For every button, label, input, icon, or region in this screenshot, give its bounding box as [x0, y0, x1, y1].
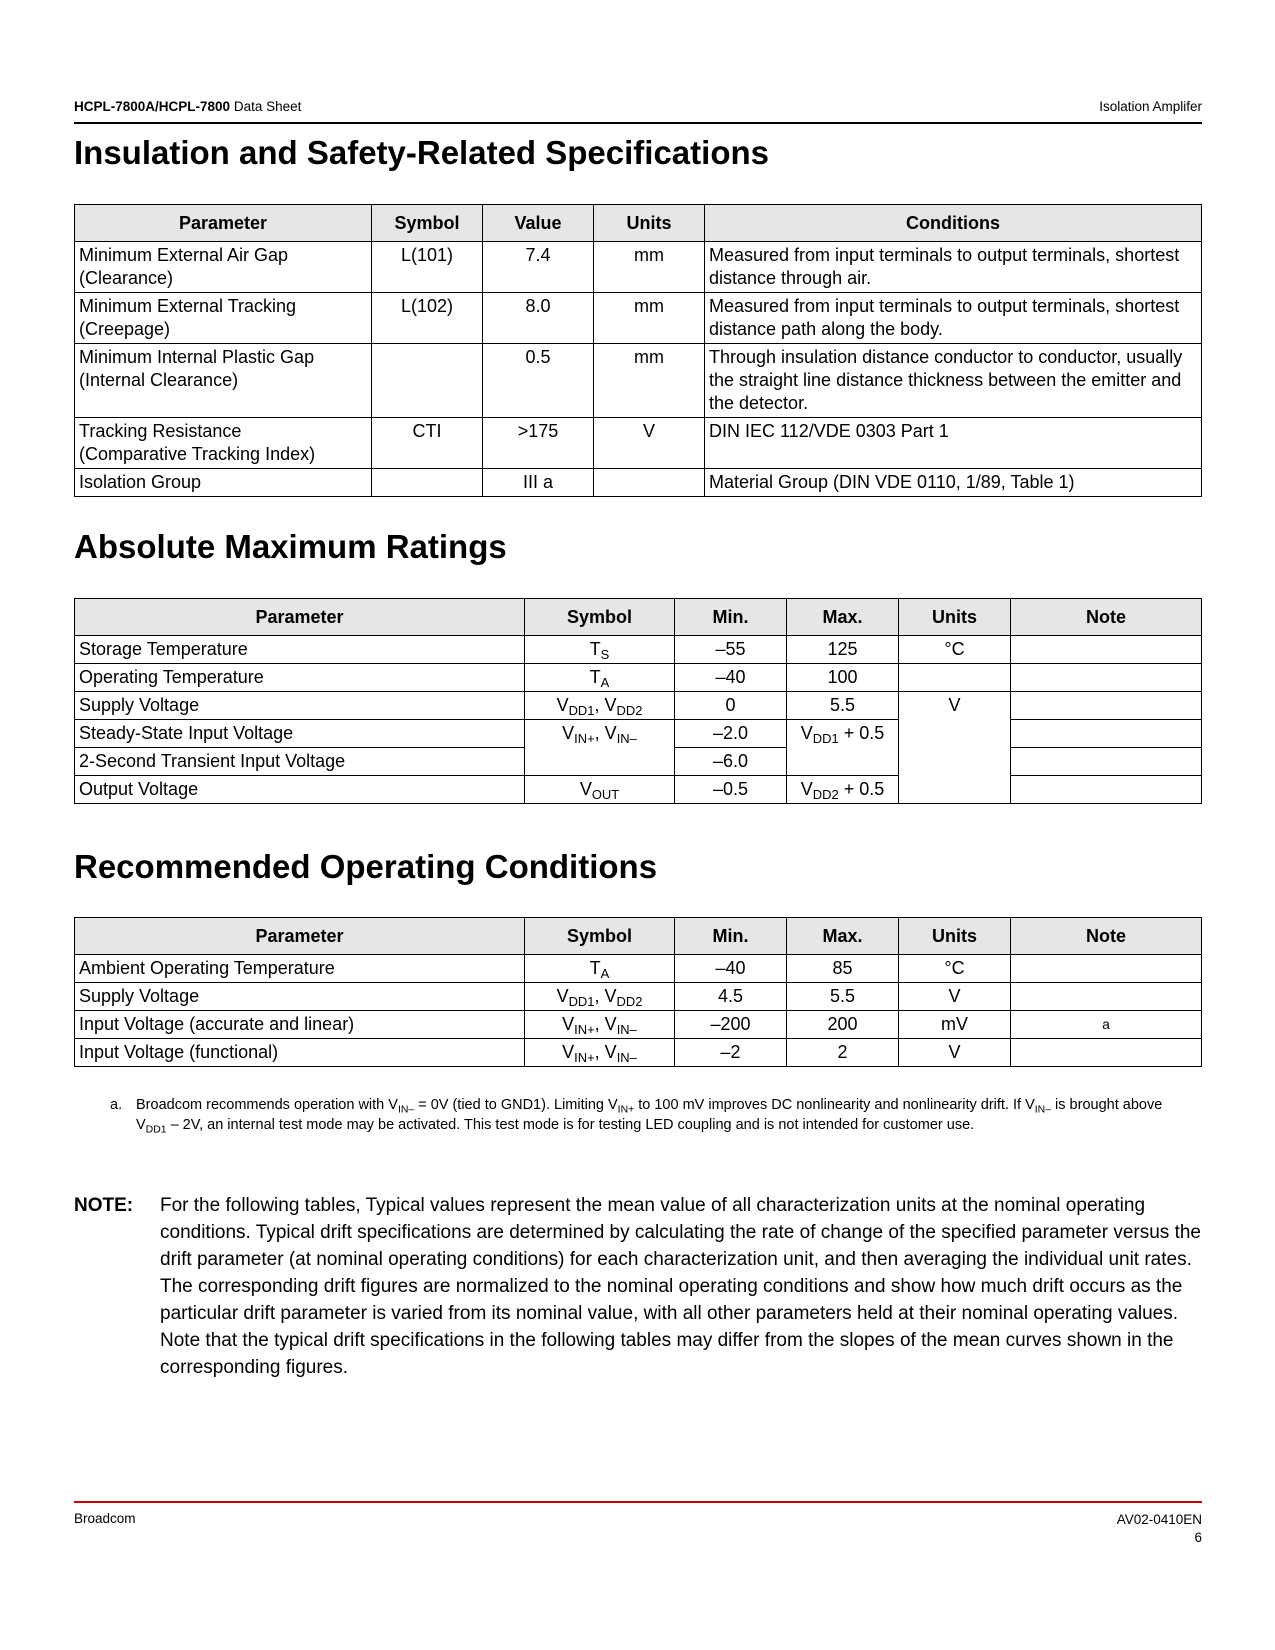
units-cell: V [594, 418, 705, 469]
min-cell: –2 [675, 1039, 787, 1067]
units-cell: mm [594, 293, 705, 344]
table-row [75, 664, 1202, 692]
col-header: Symbol [525, 918, 675, 955]
parameter-cell: Supply Voltage [75, 692, 525, 720]
table-header-row [75, 918, 1202, 955]
footer-company: Broadcom [74, 1511, 136, 1526]
col-header: Conditions [705, 205, 1202, 242]
parameter-cell: Input Voltage (functional) [75, 1039, 525, 1067]
page-footer [74, 1501, 1202, 1547]
note-cell: a [1011, 1011, 1202, 1039]
absmax-table [74, 598, 1202, 804]
col-header: Note [1011, 599, 1202, 636]
insulation-table [74, 204, 1202, 497]
symbol-cell: CTI [372, 418, 483, 469]
col-header: Min. [675, 599, 787, 636]
units-cell [899, 664, 1011, 692]
min-cell: –200 [675, 1011, 787, 1039]
parameter-cell: Supply Voltage [75, 983, 525, 1011]
table-row [75, 293, 1202, 344]
note-cell [1011, 720, 1202, 748]
table-row [75, 983, 1202, 1011]
units-cell: mV [899, 1011, 1011, 1039]
table-row [75, 720, 1202, 748]
footnote [110, 1095, 1170, 1135]
min-cell: –6.0 [675, 748, 787, 776]
col-header: Symbol [372, 205, 483, 242]
conditions-cell: Measured from input terminals to output terminals, shortest distance through air. [705, 242, 1202, 293]
note-cell [1011, 692, 1202, 720]
recop-table [74, 917, 1202, 1067]
col-header: Note [1011, 918, 1202, 955]
symbol-cell: $T_A$ [525, 955, 675, 983]
max-cell: 2 [787, 1039, 899, 1067]
footer-right [1117, 1511, 1202, 1547]
col-header: Max. [787, 918, 899, 955]
note [74, 1192, 1202, 1381]
symbol-cell: $V_{DD1}$, $V_{DD2}$ [525, 692, 675, 720]
parameter-cell: Minimum External Air Gap (Clearance) [75, 242, 372, 293]
parameter-cell: Tracking Resistance (Comparative Tracking Index) [75, 418, 372, 469]
min-cell: 4.5 [675, 983, 787, 1011]
note-cell [1011, 776, 1202, 804]
col-header: Units [899, 918, 1011, 955]
parameter-cell: Input Voltage (accurate and linear) [75, 1011, 525, 1039]
col-header: Max. [787, 599, 899, 636]
max-cell: $V_{DD2} + 0.5$ [787, 776, 899, 804]
units-cell: mm [594, 344, 705, 418]
min-cell: –2.0 [675, 720, 787, 748]
value-cell: 0.5 [483, 344, 594, 418]
min-cell: –40 [675, 664, 787, 692]
value-cell: 7.4 [483, 242, 594, 293]
header-left [74, 99, 301, 114]
max-cell: 125 [787, 636, 899, 664]
symbol-cell [372, 469, 483, 497]
symbol-cell: $V_{OUT}$ [525, 776, 675, 804]
parameter-cell: Ambient Operating Temperature [75, 955, 525, 983]
parameter-cell: Operating Temperature [75, 664, 525, 692]
table-row [75, 636, 1202, 664]
note-text: For the following tables, Typical values represent the mean value of all characterization units at the nominal operating conditions. Typical drift specifications are determined by calculating the rate of change of the specified parameter versus the drift parameter (at nominal operating conditions) for each characterization unit, and then averaging the individual unit rates. The corresponding drift figures are normalized to the nominal operating conditions and show how much drift occurs as the particular drift parameter is varied from its nominal value, with all other parameters held at their nominal operating values. Note that the typical drift specifications in the following tables may differ from the slopes of the mean curves shown in the corresponding figures. [160, 1195, 1202, 1378]
units-cell: V [899, 983, 1011, 1011]
parameter-cell: Output Voltage [75, 776, 525, 804]
col-header: Parameter [75, 599, 525, 636]
min-cell: –0.5 [675, 776, 787, 804]
value-cell: >175 [483, 418, 594, 469]
conditions-cell: Material Group (DIN VDE 0110, 1/89, Table 1) [705, 469, 1202, 497]
insulation-title: Insulation and Safety-Related Specifications [74, 134, 769, 171]
header-right: Isolation Amplifer [1099, 99, 1202, 114]
part-number: HCPL-7800A/HCPL-7800 [74, 99, 231, 114]
value-cell: 8.0 [483, 293, 594, 344]
note-cell [1011, 664, 1202, 692]
col-header: Parameter [75, 918, 525, 955]
col-header: Symbol [525, 599, 675, 636]
units-cell: °C [899, 955, 1011, 983]
table-header-row [75, 599, 1202, 636]
note-cell [1011, 983, 1202, 1011]
table-row [75, 418, 1202, 469]
col-header: Units [899, 599, 1011, 636]
parameter-cell: Storage Temperature [75, 636, 525, 664]
footnote-label: a. [110, 1097, 123, 1113]
doc-type: Data Sheet [233, 99, 302, 114]
col-header: Units [594, 205, 705, 242]
table-row [75, 344, 1202, 418]
value-cell: III a [483, 469, 594, 497]
max-cell: 100 [787, 664, 899, 692]
table-row [75, 469, 1202, 497]
conditions-cell: DIN IEC 112/VDE 0303 Part 1 [705, 418, 1202, 469]
page-header [74, 99, 1202, 124]
page-number: 6 [1194, 1530, 1202, 1545]
conditions-cell: Measured from input terminals to output terminals, shortest distance path along the body. [705, 293, 1202, 344]
note-label: NOTE: [74, 1195, 134, 1216]
doc-number: AV02-0410EN [1116, 1512, 1202, 1527]
parameter-cell: Steady-State Input Voltage [75, 720, 525, 748]
units-cell: mm [594, 242, 705, 293]
symbol-cell: $V_{IN+}$, $V_{IN-}$ [525, 720, 675, 776]
absmax-title: Absolute Maximum Ratings [74, 528, 507, 565]
table-row [75, 1011, 1202, 1039]
recop-title: Recommended Operating Conditions [74, 848, 658, 885]
max-cell: 200 [787, 1011, 899, 1039]
table-row [75, 955, 1202, 983]
table-row [75, 242, 1202, 293]
table-header-row [75, 205, 1202, 242]
min-cell: 0 [675, 692, 787, 720]
symbol-cell: $V_{DD1}$, $V_{DD2}$ [525, 983, 675, 1011]
symbol-cell: $T_S$ [525, 636, 675, 664]
table-row [75, 692, 1202, 720]
col-header: Value [483, 205, 594, 242]
symbol-cell: $V_{IN+}$, $V_{IN-}$ [525, 1039, 675, 1067]
note-cell [1011, 955, 1202, 983]
units-cell: V [899, 692, 1011, 804]
parameter-cell: Isolation Group [75, 469, 372, 497]
note-cell [1011, 748, 1202, 776]
note-cell [1011, 636, 1202, 664]
parameter-cell: 2-Second Transient Input Voltage [75, 748, 525, 776]
min-cell: –40 [675, 955, 787, 983]
max-cell: 85 [787, 955, 899, 983]
symbol-cell: L(101) [372, 242, 483, 293]
table-row [75, 776, 1202, 804]
max-cell: 5.5 [787, 692, 899, 720]
max-cell: $V_{DD1} + 0.5$ [787, 720, 899, 776]
parameter-cell: Minimum Internal Plastic Gap (Internal Clearance) [75, 344, 372, 418]
footnote-text: Broadcom recommends operation with $V_{IN-} = 0V$ (tied to GND1). Limiting $V_{IN+}$ to 100 mV improves DC nonlinearity and nonlinearity drift. If $V_{IN-}$ is brought above $V_{DD1} - 2V$, an internal test mode may be activated. This test mode is for testing LED coupling and is not intended for customer use. [136, 1097, 1163, 1136]
symbol-cell: $V_{IN+}$, $V_{IN-}$ [525, 1011, 675, 1039]
symbol-cell: $T_A$ [525, 664, 675, 692]
units-cell: V [899, 1039, 1011, 1067]
max-cell: 5.5 [787, 983, 899, 1011]
min-cell: –55 [675, 636, 787, 664]
note-cell [1011, 1039, 1202, 1067]
conditions-cell: Through insulation distance conductor to conductor, usually the straight line distance thickness between the emitter and the detector. [705, 344, 1202, 418]
col-header: Parameter [75, 205, 372, 242]
table-row [75, 1039, 1202, 1067]
units-cell: °C [899, 636, 1011, 664]
parameter-cell: Minimum External Tracking (Creepage) [75, 293, 372, 344]
symbol-cell [372, 344, 483, 418]
units-cell [594, 469, 705, 497]
col-header: Min. [675, 918, 787, 955]
symbol-cell: L(102) [372, 293, 483, 344]
